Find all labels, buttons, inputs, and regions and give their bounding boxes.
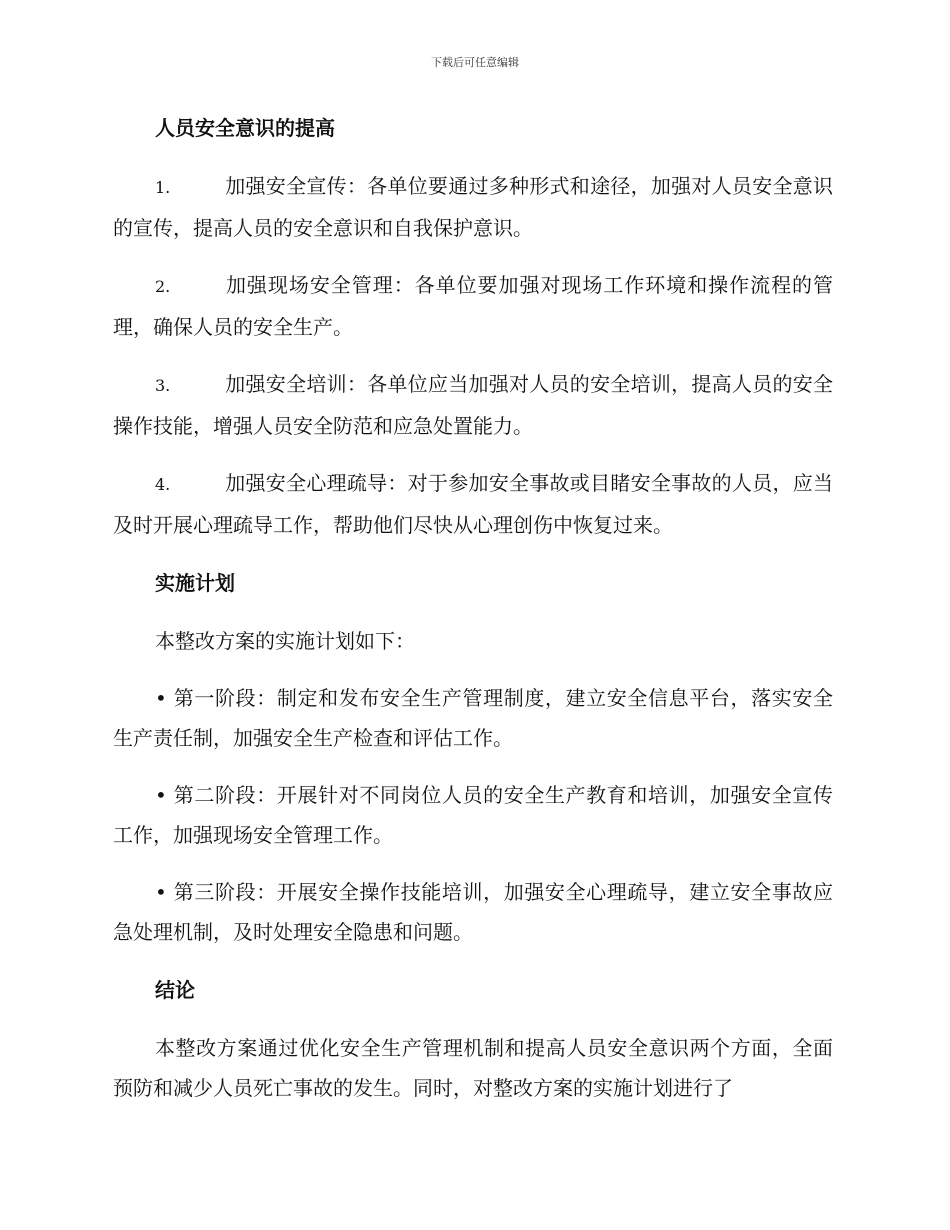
phase-item-2: • 第二阶段：开展针对不同岗位人员的安全生产教育和培训，加强安全宣传工作，加强现场安全管理工作。 — [113, 783, 833, 847]
list-text: 加强安全宣传：各单位要通过多种形式和途径，加强对人员安全意识的宣传，提高人员的安全意识和自我保护意识。 — [113, 174, 833, 240]
list-item-2 — [113, 265, 833, 347]
phase-item-3: • 第三阶段：开展安全操作技能培训，加强安全心理疏导，建立安全事故应急处理机制，及时处理安全隐患和问题。 — [113, 880, 833, 944]
list-number: 2. — [155, 277, 171, 296]
document-body — [113, 108, 833, 1108]
list-item-4 — [113, 463, 833, 545]
list-number: 3. — [155, 376, 171, 395]
page-header: 下载后可任意编辑 — [431, 56, 519, 69]
list-text: 加强安全心理疏导：对于参加安全事故或目睹安全事故的人员，应当及时开展心理疏导工作，帮助他们尽快从心理创伤中恢复过来。 — [113, 471, 833, 537]
conclusion-text: 本整改方案通过优化安全生产管理机制和提高人员安全意识两个方面，全面预防和减少人员死亡事故的发生。同时，对整改方案的实施计划进行了 — [113, 1036, 833, 1100]
list-item-1 — [113, 166, 833, 248]
list-number: 1. — [155, 178, 171, 197]
phase-item-1: • 第一阶段：制定和发布安全生产管理制度，建立安全信息平台，落实安全生产责任制，加强安全生产检查和评估工作。 — [113, 686, 833, 750]
list-number: 4. — [155, 475, 171, 494]
list-text: 加强现场安全管理：各单位要加强对现场工作环境和操作流程的管理，确保人员的安全生产。 — [113, 273, 833, 339]
plan-intro: 本整改方案的实施计划如下： — [155, 629, 415, 653]
section-heading-safety-awareness: 人员安全意识的提高 — [155, 116, 335, 140]
list-item-3 — [113, 364, 833, 446]
section-heading-conclusion: 结论 — [155, 978, 195, 1002]
section-heading-implementation-plan: 实施计划 — [155, 571, 235, 595]
list-text: 加强安全培训：各单位应当加强对人员的安全培训，提高人员的安全操作技能，增强人员安全防范和应急处置能力。 — [113, 372, 833, 438]
